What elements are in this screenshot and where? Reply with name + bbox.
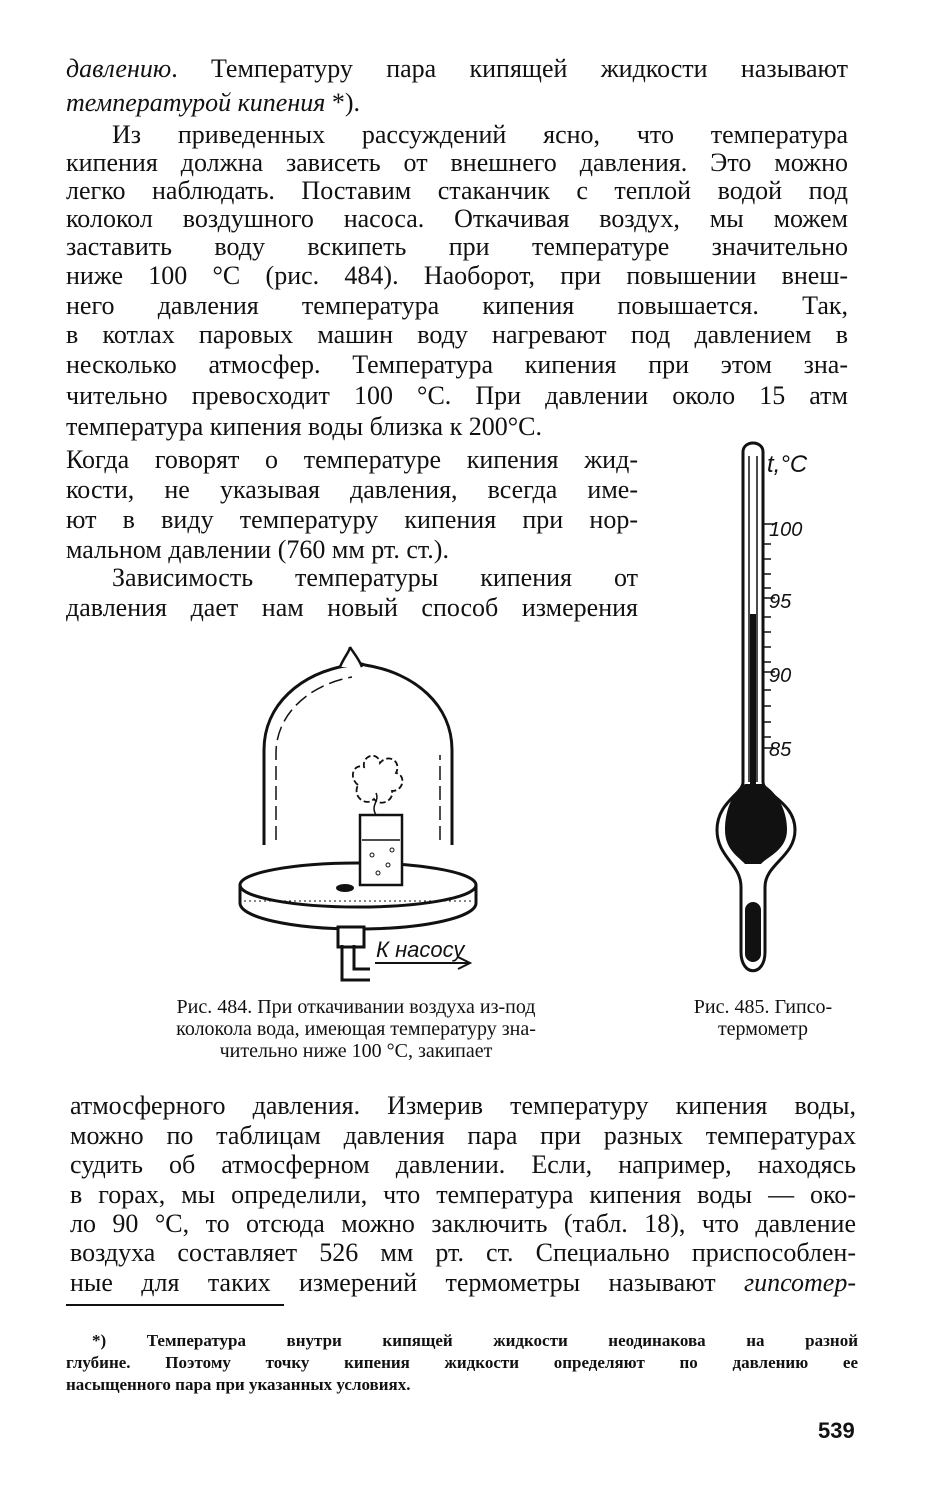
- italic-term: давлению: [66, 54, 172, 83]
- text-span: *).: [325, 88, 360, 117]
- paragraph-line: заставить воду вскипеть при температуре значительно: [66, 232, 848, 261]
- paragraph-line: температура кипения воды близка к 200°С.: [66, 412, 542, 441]
- paragraph-line: ют в виду температуру кипения при нор-: [66, 505, 638, 534]
- caption-line: чительно ниже 100 °С, закипает: [219, 1040, 493, 1062]
- scale-ticks: [763, 524, 775, 748]
- paragraph-line: воздуха составляет 526 мм рт. ст. Специально приспособлен-: [70, 1238, 856, 1267]
- paragraph-line: ниже 100 °С (рис. 484). Наоборот, при повышении внеш-: [66, 261, 848, 290]
- paragraph-line: давления дает нам новый способ измерения: [66, 593, 638, 622]
- pump-plate: [240, 863, 476, 907]
- paragraph-line: Когда говорят о температуре кипения жид-: [66, 445, 638, 474]
- pump-pipe: [342, 945, 370, 980]
- paragraph-line: несколько атмосфер. Температура кипения при этом зна-: [66, 350, 848, 379]
- paragraph-line: легко наблюдать. Поставим стаканчик с теплой водой под: [66, 176, 848, 205]
- footnote-line: *) Температура внутри кипящей жидкости неодинакова на разной: [92, 1331, 858, 1350]
- paragraph-line: в котлах паровых машин воду нагревают под давлением в: [66, 320, 848, 349]
- footnote-line: насыщенного пара при указанных условиях.: [66, 1375, 411, 1394]
- pump-label: К насосу: [376, 937, 465, 962]
- tick-label: 90: [769, 665, 792, 687]
- footnote-line: глубине. Поэтому точку кипения жидкости определяют по давлению ее: [66, 1353, 858, 1372]
- axis-label: t,°C: [767, 451, 808, 478]
- paragraph-line: чительно превосходит 100 °С. При давлении около 15 атм: [66, 381, 848, 410]
- paragraph-line: ло 90 °С, то отсюда можно заключить (табл. 18), что давление: [70, 1209, 856, 1238]
- paragraph-line: в горах, мы определили, что температура кипения воды — око-: [70, 1180, 856, 1209]
- text-line: [66, 90, 848, 116]
- page-number: 539: [818, 1418, 855, 1443]
- text-line: [70, 1270, 856, 1296]
- paragraph-line: атмосферного давления. Измерив температуру кипения воды,: [70, 1091, 856, 1120]
- bell-jar-figure: [230, 645, 500, 990]
- text-span: . Температуру пара кипящей жидкости называют: [171, 54, 848, 83]
- text-span: ные для таких измерений термометры называют: [70, 1268, 744, 1297]
- figure-484-caption: [106, 996, 606, 1062]
- paragraph-line: него давления температура кипения повышается. Так,: [66, 291, 848, 320]
- bell-jar-dome: [264, 664, 452, 846]
- figure-485-caption: [670, 996, 856, 1040]
- tick-label: 85: [769, 739, 792, 761]
- italic-term: температурой кипения: [66, 88, 326, 117]
- paragraph-line: мальном давлении (760 мм рт. ст.).: [66, 535, 449, 564]
- text-line: [66, 56, 848, 82]
- paragraph-line: можно по таблицам давления пара при разных температурах: [70, 1121, 856, 1150]
- paragraph-line: кости, не указывая давления, всегда име-: [66, 475, 638, 504]
- steam: [353, 756, 403, 803]
- tick-label: 95: [769, 591, 792, 613]
- caption-line: колокола вода, имеющая температуру зна-: [176, 1018, 536, 1040]
- tick-label: 100: [769, 519, 803, 541]
- footnote-rule: [66, 1304, 284, 1306]
- hypsothermometer-figure: [715, 432, 835, 984]
- mercury-column: [750, 614, 756, 786]
- caption-line: Рис. 484. При откачивании воздуха из-под: [176, 996, 536, 1018]
- paragraph-line: судить об атмосферном давлении. Если, например, находясь: [70, 1150, 856, 1179]
- water-glass: [360, 815, 402, 885]
- caption-line: Рис. 485. Гипсо-: [693, 996, 833, 1018]
- paragraph-line: кипения должна зависеть от внешнего давления. Это можно: [66, 148, 848, 177]
- italic-term: гипсотер-: [743, 1268, 856, 1297]
- bell-jar-knob: [340, 647, 362, 667]
- caption-line: термометр: [717, 1018, 809, 1040]
- paragraph-line: Из приведенных рассуждений ясно, что температура: [112, 120, 848, 149]
- paragraph-line: колокол воздушного насоса. Откачивая воздух, мы можем: [66, 204, 848, 233]
- paragraph-line: Зависимость температуры кипения от: [112, 563, 638, 592]
